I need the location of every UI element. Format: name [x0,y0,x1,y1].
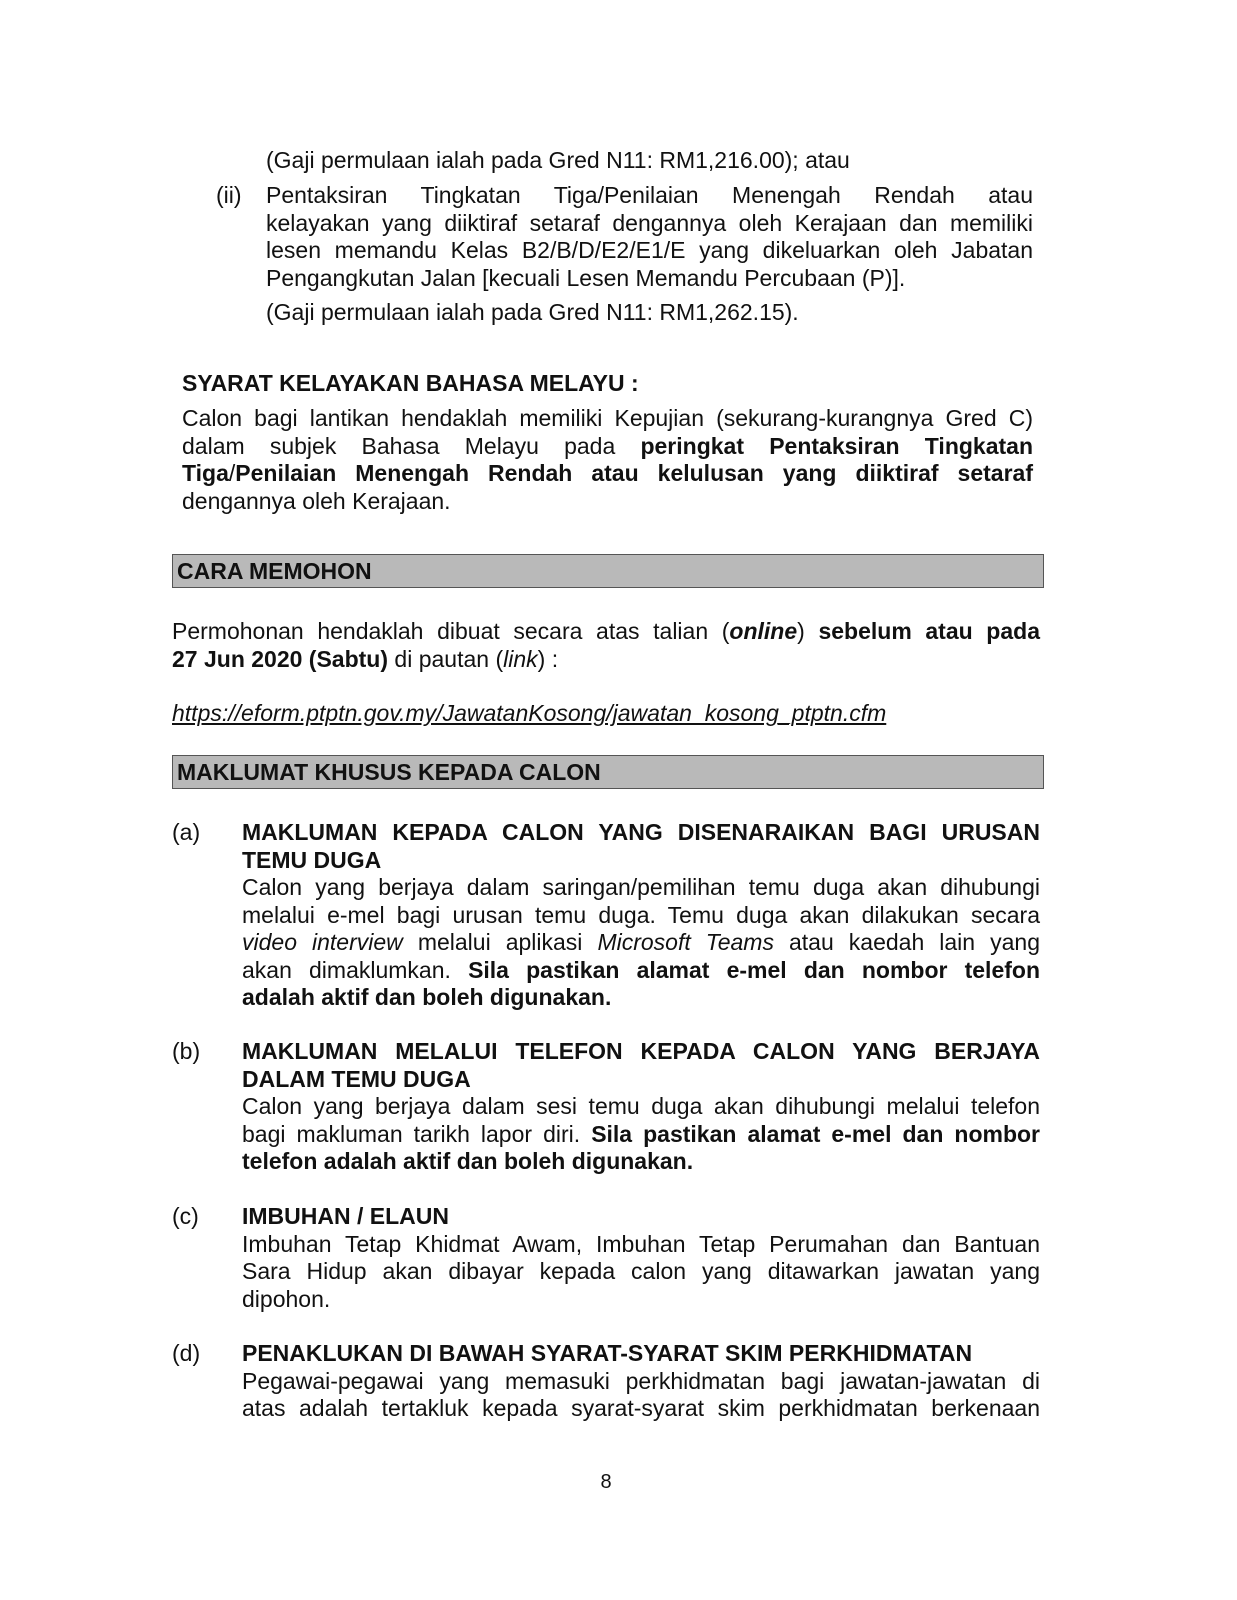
cara-paragraph [172,618,1040,673]
cara-text: di pautan ( [394,645,504,672]
item-a-line: Calon yang berjaya dalam saringan/pemilihan temu duga akan dihubungi [242,874,1040,900]
item-d-line: atas adalah tertakluk kepada syarat-syarat skim perkhidmatan berkenaan [242,1395,1040,1421]
item-c-line: dipohon. [242,1285,331,1312]
bahasa-line-2 [182,433,1033,461]
item-c-line: Sara Hidup akan dibayar kepada calon yang ditawarkan jawatan yang [242,1258,1040,1284]
item-a-line: melalui e-mel bagi urusan temu duga. Temu duga akan dilakukan secara [242,901,1040,928]
gaji-line-2: (Gaji permulaan ialah pada Gred N11: RM1,262.15). [266,299,799,325]
item-d-line: Pegawai-pegawai yang memasuki perkhidmatan bagi jawatan-jawatan di [242,1367,1040,1394]
bahasa-line-3-bold-b: Penilaian Menengah Rendah atau kelulusan yang diiktiraf setaraf [235,460,1033,486]
gaji-line-1: (Gaji permulaan ialah pada Gred N11: RM1,216.00); atau [266,147,850,173]
item-a-bold: adalah aktif dan boleh digunakan. [242,984,612,1010]
bahasa-line-2-bold: peringkat Pentaksiran Tingkatan [640,432,1033,459]
bahasa-line-4: dengannya oleh Kerajaan. [182,487,451,514]
item-c [242,1203,1040,1313]
item-c-line: Imbuhan Tetap Khidmat Awam, Imbuhan Tetap Perumahan dan Bantuan [242,1230,1040,1257]
item-ii-line: Pengangkutan Jalan [kecuali Lesen Memandu Percubaan (P)]. [266,264,906,291]
microsoft-teams-text: Microsoft Teams [597,929,774,955]
video-interview-text: video interview [242,929,403,955]
bahasa-line-1: Calon bagi lantikan hendaklah memiliki Kepujian (sekurang-kurangnya Gred C) [182,405,1033,431]
cara-text: ) [797,618,805,644]
cara-bold: sebelum atau pada [818,618,1040,644]
page-number: 8 [600,1471,612,1493]
item-ii-line: Pentaksiran Tingkatan Tiga/Penilaian Menengah Rendah atau [266,182,1033,208]
bahasa-line-3 [182,460,1033,488]
bahasa-line-3-bold-a: Tiga [182,460,229,486]
item-b-text: bagi makluman tarikh lapor diri. [242,1120,581,1147]
cara-line-2 [172,646,1040,674]
bahasa-heading: SYARAT KELAYAKAN BAHASA MELAYU : [182,370,639,396]
item-c-title: IMBUHAN / ELAUN [242,1203,449,1229]
item-ii-line: lesen memandu Kelas B2/B/D/E2/E1/E yang dikeluarkan oleh Jabatan [266,237,1033,263]
bahasa-line-2-plain: dalam subjek Bahasa Melayu pada [182,432,616,459]
item-b-line: Calon yang berjaya dalam sesi temu duga akan dihubungi melalui telefon [242,1093,1040,1119]
cara-text: Permohonan hendaklah dibuat secara atas talian ( [172,618,730,644]
item-b-line [242,1121,1040,1149]
item-a-text: akan dimaklumkan. [242,956,451,983]
item-a-text: melalui aplikasi [417,929,583,955]
item-b-title-2: DALAM TEMU DUGA [242,1065,471,1092]
item-a-text: atau kaedah lain yang [789,929,1040,955]
item-c-label: (c) [172,1203,199,1229]
item-b-bold: telefon adalah aktif dan boleh digunakan. [242,1148,694,1174]
item-ii-text [266,182,1033,292]
item-a-line [242,984,1040,1012]
item-a-line [242,929,1040,957]
cara-line-1 [172,618,1040,646]
item-b [242,1038,1040,1176]
item-a-line [242,957,1040,985]
item-a-title: MAKLUMAN KEPADA CALON YANG DISENARAIKAN BAGI URUSAN [242,819,1040,845]
item-d [242,1340,1040,1423]
item-ii-label: (ii) [216,182,242,208]
online-word: online [729,618,798,644]
maklumat-heading: MAKLUMAT KHUSUS KEPADA CALON [172,755,1044,789]
item-b-line [242,1148,1040,1176]
item-a-title-2: TEMU DUGA [242,846,382,873]
cara-memohon-heading: CARA MEMOHON [172,554,1044,588]
item-b-title: MAKLUMAN MELALUI TELEFON KEPADA CALON YANG BERJAYA [242,1038,1040,1064]
bahasa-line-3-slash: / [228,460,236,486]
item-b-bold: Sila pastikan alamat e-mel dan nombor [591,1120,1041,1147]
application-url-link[interactable]: https://eform.ptptn.gov.my/JawatanKosong/jawatan_kosong_ptptn.cfm [172,700,887,726]
deadline-date: 27 Jun 2020 (Sabtu) [172,645,389,672]
item-b-label: (b) [172,1038,201,1064]
cara-text: ) : [537,645,559,672]
item-a-label: (a) [172,819,201,845]
item-d-title: PENAKLUKAN DI BAWAH SYARAT-SYARAT SKIM PERKHIDMATAN [242,1340,973,1366]
bahasa-paragraph [182,405,1033,515]
link-word: link [503,645,538,672]
item-ii-line: kelayakan yang diiktiraf setaraf dengannya oleh Kerajaan dan memiliki [266,209,1033,236]
item-a-bold: Sila pastikan alamat e-mel dan nombor telefon [468,956,1041,983]
item-d-label: (d) [172,1340,201,1366]
item-a [242,819,1040,1012]
